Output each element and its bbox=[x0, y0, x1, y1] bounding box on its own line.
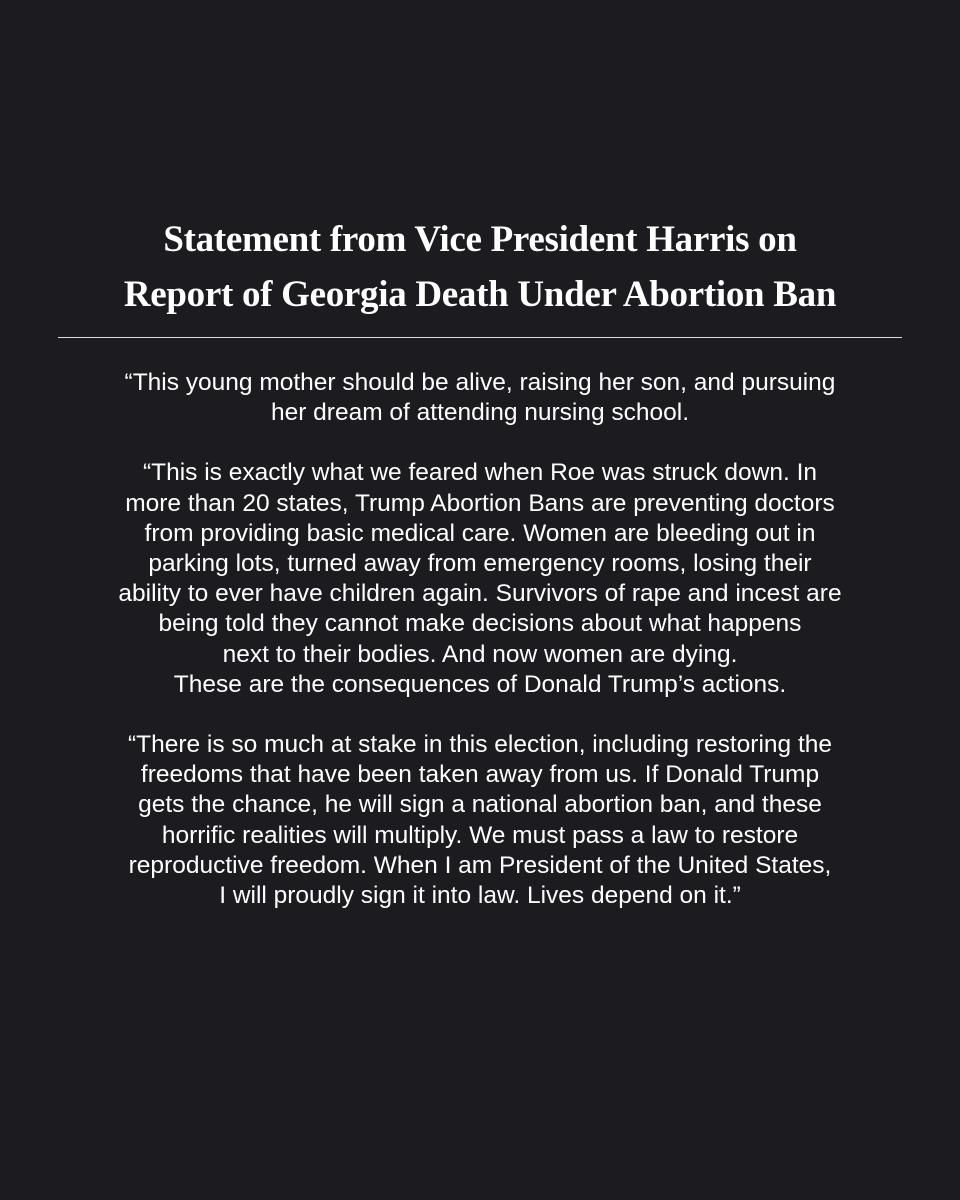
paragraph-line: horrific realities will multiply. We must pass a law to restore bbox=[161, 821, 799, 849]
title-divider bbox=[58, 337, 902, 338]
paragraph-line: her dream of attending nursing school. bbox=[270, 399, 690, 427]
title-line: Report of Georgia Death Under Abortion Ban bbox=[123, 274, 837, 315]
paragraph-line: These are the consequences of Donald Trump’s actions. bbox=[173, 670, 787, 698]
paragraph-line: next to their bodies. And now women are dying. bbox=[222, 640, 738, 668]
paragraph-line: ability to ever have children again. Survivors of rape and incest are bbox=[118, 580, 842, 608]
paragraph-line: “There is so much at stake in this election, including restoring the bbox=[127, 731, 833, 759]
paragraph-line: from providing basic medical care. Women are bleeding out in bbox=[144, 519, 816, 547]
paragraph-line: gets the chance, he will sign a national abortion ban, and these bbox=[138, 791, 822, 819]
statement-title bbox=[0, 212, 960, 322]
statement-body bbox=[0, 368, 960, 941]
paragraph-line: “This young mother should be alive, raising her son, and pursuing bbox=[124, 369, 836, 396]
paragraph-line: more than 20 states, Trump Abortion Bans are preventing doctors bbox=[125, 489, 835, 517]
paragraph-line: parking lots, turned away from emergency rooms, losing their bbox=[148, 550, 812, 578]
quote-paragraph-1 bbox=[0, 368, 960, 428]
quote-paragraph-3 bbox=[0, 730, 960, 911]
paragraph-line: “This is exactly what we feared when Roe was struck down. In bbox=[142, 459, 818, 487]
paragraph-line: I will proudly sign it into law. Lives depend on it.” bbox=[219, 882, 741, 910]
paragraph-line: freedoms that have been taken away from us. If Donald Trump bbox=[140, 761, 820, 789]
paragraph-line: reproductive freedom. When I am President of the United States, bbox=[128, 851, 832, 879]
quote-paragraph-2 bbox=[0, 458, 960, 700]
title-line: Statement from Vice President Harris on bbox=[163, 219, 797, 260]
paragraph-line: being told they cannot make decisions about what happens bbox=[158, 610, 802, 638]
